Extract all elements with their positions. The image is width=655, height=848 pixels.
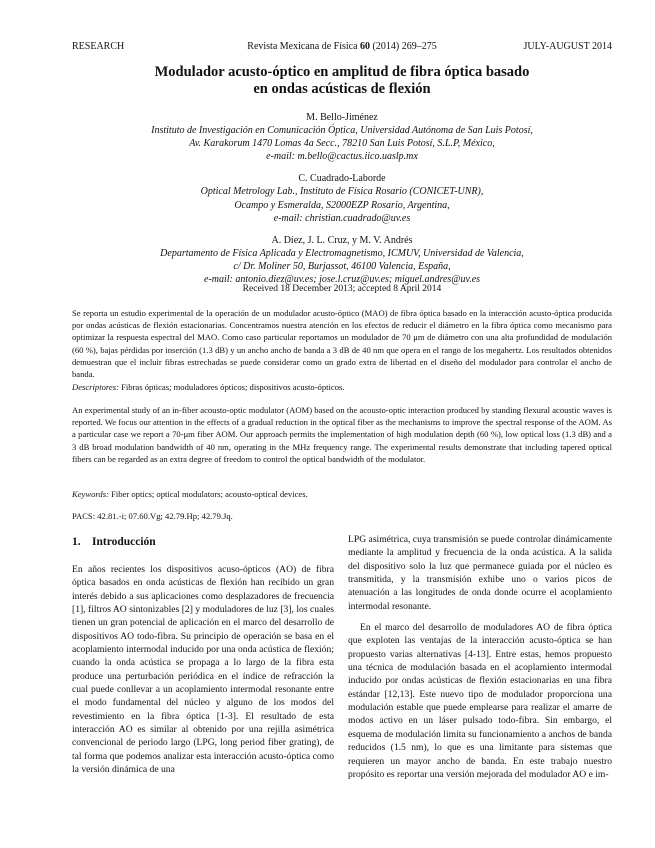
- abstract-english: An experimental study of an in-fiber acousto-optic modulator (AOM) based on the acousto-optic interaction produced by standing flexural acoustic waves is reported. We focus our attention in the effects of a gradual reduction in the optical fiber as the mechanisms to improve the spectral response of the AOM. As a particular case we report a 70-μm fiber AOM. Our approach permits the implementation of high modulation depth (60 %), low optical loss (1.3 dB) and a 3 dB broad modulation bandwidth of 40 nm, operating in the MHz frequency range. The experimental results demonstrate that including tapered optical fibers can be regarded as an extra degree of freedom to control the optical bandwidth of the modulator.: [72, 405, 612, 464]
- author-name-3: A. Díez, J. L. Cruz, y M. V. Andrés: [271, 234, 413, 246]
- paper-title: [72, 64, 612, 98]
- author-block: [72, 111, 612, 286]
- journal-volume: 60: [360, 41, 371, 52]
- body-paragraph: En años recientes los dispositivos acuso-ópticos (AO) de fibra óptica basados en onda acústicas de flexión han recibido un gran interés debido a sus aplicaciones como desplazadores de frecuencia [1], filtros AO sintonizables [2] y moduladores de luz [3], los cuales tienen un gran potencial de aplicación en el marco del desarrollo de dispositivos AO todo-fibra. Su principio de operación se basa en el acoplamiento intermodal inducido por una onda acústica de flexión; cuando la onda acústica se propaga a lo largo de la fibra esta produce una perturbación periódica en el índice de refracción la cual puede conllevar a un acoplamiento intermodal resonante entre el modo fundamental del núcleo y alguno de los modos del revestimiento en la fibra óptica [1-3]. El resultado de esta interacción AO es similar al obtenido por una rejilla asimétrica convencional de periodo largo (LPG, long period fiber grating), de tal forma que podemos analizar esta interacción acusto-óptica como la versión dinámica de una: [72, 564, 334, 776]
- affiliation-2-line-1: Optical Metrology Lab., Instituto de Física Rosario (CONICET-UNR),: [200, 186, 484, 198]
- pacs-codes: PACS: 42.81.-i; 07.60.Vg; 42.79.Hp; 42.79.Jq.: [72, 511, 233, 521]
- keywords-english-label: Keywords:: [72, 489, 109, 499]
- journal-year-pages: (2014) 269–275: [372, 41, 437, 52]
- abstract-spanish: Se reporta un estudio experimental de la operación de un modulador acusto-óptico (MAO) de fibra óptica basado en la interacción acusto-óptica producida por ondas acústicas de flexión estacionarias. Concentramos nuestra atención en los efectos de reducir el diámetro en la fibra óptica como mecanismo para optimizar la respuesta espectral del MAO. Como caso particular reportamos un modulador de 70 μm de diámetro con una alta profundidad de modulación (60 %), bajas pérdidas por inserción (1.3 dB) y un ancho ancho de banda a 3 dB de 40 nm que opera en el rango de los megahertz. Los resultados obtenidos demuestran que el incluir fibras estrechadas se puede considerar como un grado extra de libertad en el diseño del modulador para controlar el ancho de banda.: [72, 308, 612, 380]
- body-paragraph: LPG asimétrica, cuya transmisión se puede controlar dinámicamente mediante la amplitud y frecuencia de la onda acústica. A la salida del dispositivo solo la luz que permanece guiada por el núcleo es transmitida, y la transmisión exhibe uno o varios picos de atenuación a las longitudes de onda donde ocurre el acoplamiento intermodal resonante.: [348, 534, 612, 612]
- title-line-1: Modulador acusto-óptico en amplitud de fibra óptica basado: [154, 64, 530, 80]
- section-number: 1.: [72, 536, 81, 548]
- author-email-1: e-mail: m.bello@cactus.iico.uaslp.mx: [266, 151, 418, 163]
- header-issue-date: JULY-AUGUST 2014: [523, 41, 612, 52]
- author-name-2: C. Cuadrado-Laborde: [298, 173, 386, 185]
- body-paragraph: En el marco del desarrollo de moduladores AO de fibra óptica que exploten las ventajas de la interacción acusto-óptica se han propuesto varias alternativas [4-13]. Entre estas, hemos propuesto una técnica de modulación basada en el acoplamiento intermodal inducido por ondas acústicas de flexión estacionarias en una fibra estándar [12,13]. Este nuevo tipo de modulador proporciona una modulación estable que puede emplearse para realizar el amarre de modos activo en un láser pulsado todo-fibra. Sin embargo, el esquema de modulación limita su funcionamiento a anchos de banda reducidos (1.5 nm), lo que es una limitante para sistemas que requieren un mayor ancho de banda. En este trabajo nuestro propósito es reportar una versión mejorada del modulador AO e im-: [348, 622, 612, 780]
- body-column-left: [72, 563, 334, 777]
- affiliation-3-line-1: Departamento de Física Aplicada y Electromagnetismo, ICMUV, Universidad de Valencia,: [160, 247, 524, 259]
- journal-name: Revista Mexicana de Física: [247, 41, 358, 52]
- affiliation-1-line-2: Av. Karakorum 1470 Lomas 4a Secc., 78210 San Luis Potosí, S.L.P, México,: [189, 138, 495, 150]
- keywords-spanish: [72, 381, 612, 393]
- author-email-2: e-mail: christian.cuadrado@uv.es: [273, 212, 411, 224]
- affiliation-1-line-1: Instituto de Investigación en Comunicación Óptica, Universidad Autónoma de San Luis Potosí,: [151, 125, 533, 137]
- keywords-english-text: Fiber optics; optical modulators; acousto-optical devices.: [111, 489, 308, 499]
- affiliation-2-line-2: Ocampo y Esmeralda, S2000EZP Rosario, Argentina,: [234, 199, 450, 211]
- section-heading: [72, 535, 334, 549]
- header-section-label: RESEARCH: [72, 41, 125, 52]
- author-email-3: e-mail: antonio.diez@uv.es; jose.l.cruz@uv.es; miguel.andres@uv.es: [203, 274, 481, 286]
- author-name-1: M. Bello-Jiménez: [306, 112, 378, 123]
- keywords-english: [72, 488, 612, 500]
- section-title: Introducción: [92, 536, 156, 548]
- keywords-spanish-text: Fibras ópticas; moduladores ópticos; dispositivos acusto-ópticos.: [121, 382, 345, 392]
- keywords-spanish-label: Descriptores:: [72, 382, 119, 392]
- received-dates: Received 18 December 2013; accepted 8 April 2014: [242, 284, 442, 294]
- body-column-right: [348, 533, 612, 781]
- title-line-2: en ondas acústicas de flexión: [253, 81, 431, 97]
- affiliation-3-line-2: c/ Dr. Moliner 50, Burjassot, 46100 Valencia, España,: [233, 260, 451, 272]
- running-header: [72, 40, 612, 54]
